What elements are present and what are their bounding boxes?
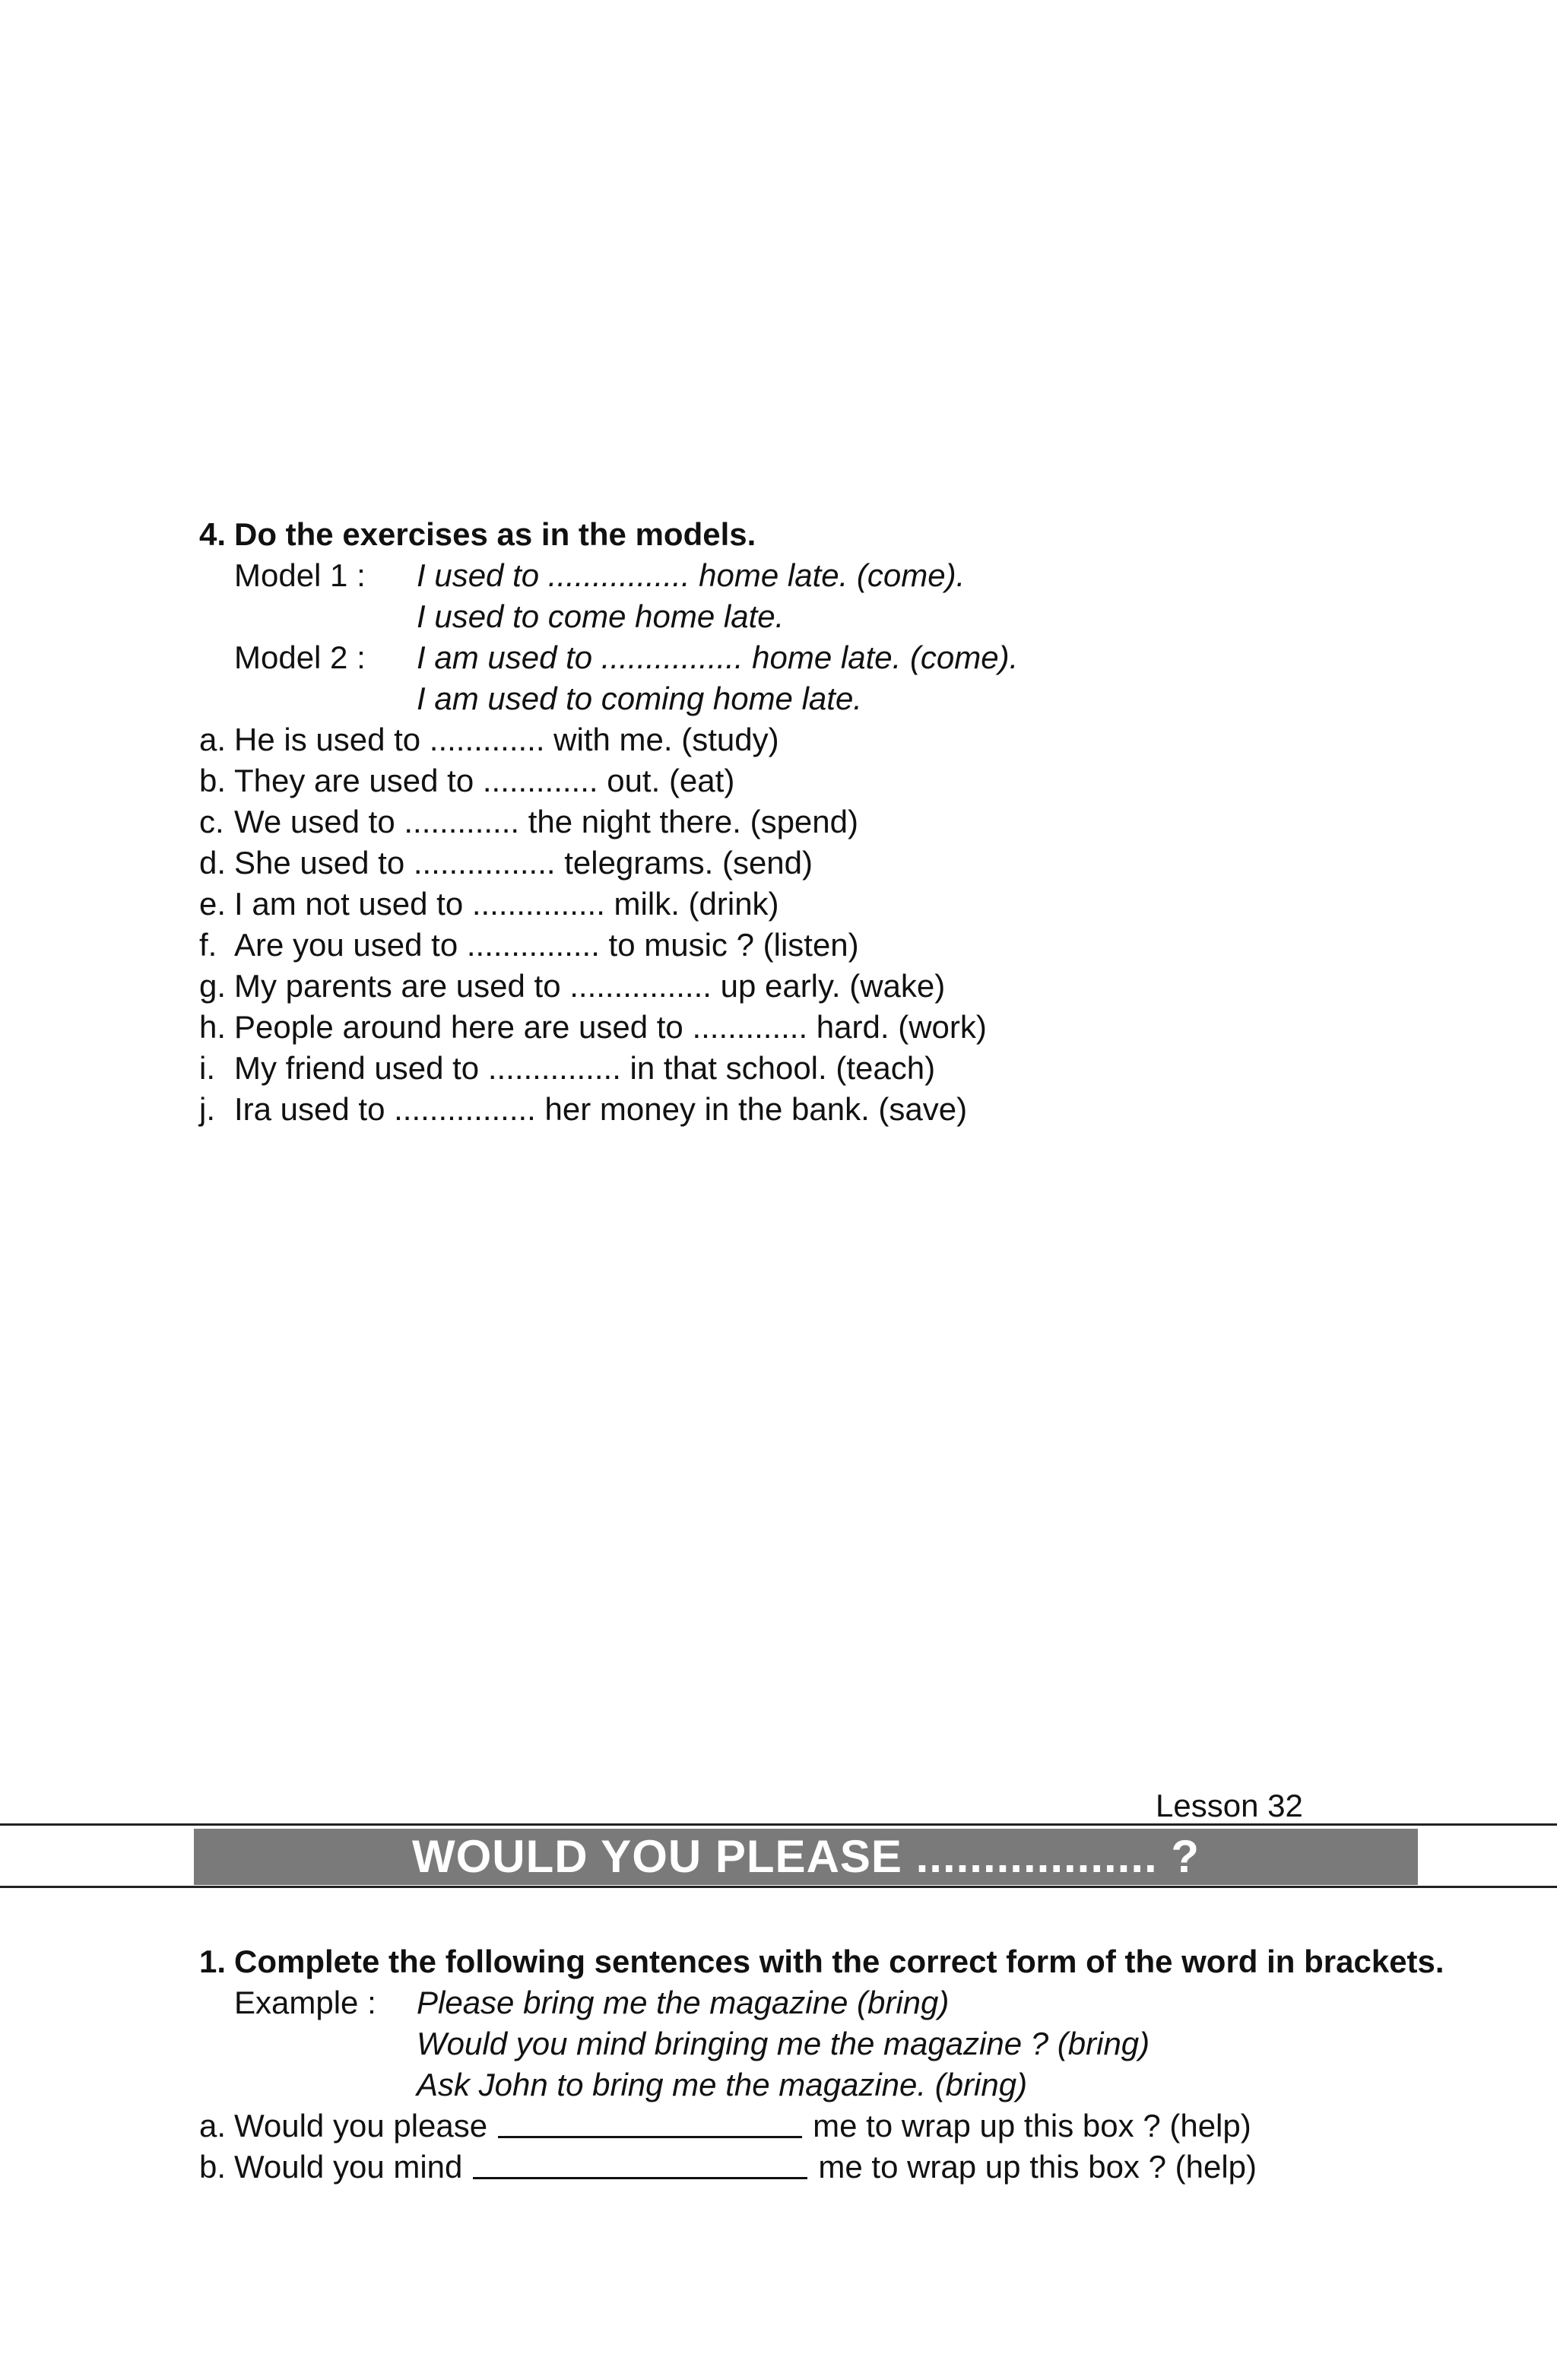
item-letter: h. xyxy=(199,1009,227,1045)
list-item xyxy=(199,843,1492,884)
model-label: Model 2 : xyxy=(234,639,366,675)
item-text-after: me to wrap up this box ? (help) xyxy=(818,2149,1257,2185)
model-2-answer xyxy=(199,678,1492,719)
model-1-answer xyxy=(199,596,1492,637)
answer-blank[interactable] xyxy=(473,2147,807,2179)
exercise-number: 4. xyxy=(199,516,227,552)
example-label: Example : xyxy=(234,1985,376,2020)
item-text: Are you used to ............... to music ? (listen) xyxy=(234,927,859,963)
list-item xyxy=(199,1089,1492,1130)
item-text: I am not used to ............... milk. (drink) xyxy=(234,886,779,922)
item-letter: a. xyxy=(199,722,227,757)
list-item xyxy=(199,884,1492,925)
item-text-before: Would you please xyxy=(234,2108,488,2144)
exercise-1 xyxy=(199,1941,1446,2188)
item-text: My friend used to ............... in that school. (teach) xyxy=(234,1050,936,1086)
item-letter: a. xyxy=(199,2108,227,2144)
list-item xyxy=(199,719,1492,760)
item-text: He is used to ............. with me. (study) xyxy=(234,722,779,757)
item-letter: b. xyxy=(199,2149,227,2185)
model-answer: I used to come home late. xyxy=(417,598,785,634)
list-item xyxy=(199,966,1492,1007)
exercise-4-heading xyxy=(199,514,1492,555)
example-text: Please bring me the magazine (bring) xyxy=(417,1985,950,2020)
item-text: We used to ............. the night there. (spend) xyxy=(234,804,858,839)
lesson-number: Lesson 32 xyxy=(1156,1788,1303,1823)
example-text: Ask John to bring me the magazine. (bring) xyxy=(417,2067,1028,2102)
divider xyxy=(0,1886,1557,1888)
item-text: Ira used to ................ her money in the bank. (save) xyxy=(234,1091,968,1127)
model-prompt: I used to ................ home late. (come). xyxy=(417,557,966,593)
example-text: Would you mind bringing me the magazine ? (bring) xyxy=(417,2026,1150,2061)
item-letter: f. xyxy=(199,927,217,963)
item-text-after: me to wrap up this box ? (help) xyxy=(813,2108,1251,2144)
item-letter: d. xyxy=(199,845,227,881)
list-item xyxy=(199,760,1492,801)
exercise-1-heading xyxy=(199,1941,1446,1982)
item-text: My parents are used to ................ up early. (wake) xyxy=(234,968,946,1004)
model-label: Model 1 : xyxy=(234,557,366,593)
lesson-title: WOULD YOU PLEASE .................. ? xyxy=(194,1829,1418,1885)
divider xyxy=(0,1823,1557,1826)
item-letter: c. xyxy=(199,804,224,839)
item-letter: j. xyxy=(199,1091,215,1127)
model-prompt: I am used to ................ home late. (come). xyxy=(417,639,1019,675)
exercise-4 xyxy=(199,514,1492,1130)
exercise-instruction: Do the exercises as in the models. xyxy=(234,516,756,552)
model-2 xyxy=(199,637,1492,678)
item-letter: e. xyxy=(199,886,227,922)
list-item xyxy=(199,1048,1492,1089)
example-line xyxy=(199,1982,1446,2023)
item-text: People around here are used to ............. hard. (work) xyxy=(234,1009,987,1045)
answer-blank[interactable] xyxy=(498,2106,802,2138)
list-item xyxy=(199,801,1492,843)
exercise-number: 1. xyxy=(199,1944,227,1979)
item-text-before: Would you mind xyxy=(234,2149,463,2185)
list-item xyxy=(199,925,1492,966)
example-line xyxy=(199,2064,1446,2106)
item-text: She used to ................ telegrams. (send) xyxy=(234,845,813,881)
model-answer: I am used to coming home late. xyxy=(417,681,862,716)
model-1 xyxy=(199,555,1492,596)
item-text: They are used to ............. out. (eat) xyxy=(234,763,735,798)
item-letter: i. xyxy=(199,1050,215,1086)
list-item xyxy=(199,1007,1492,1048)
list-item xyxy=(199,2147,1446,2188)
item-letter: g. xyxy=(199,968,227,1004)
example-line xyxy=(199,2023,1446,2064)
item-letter: b. xyxy=(199,763,227,798)
exercise-instruction: Complete the following sentences with the correct form of the word in brackets. xyxy=(234,1944,1444,1979)
list-item xyxy=(199,2106,1446,2147)
